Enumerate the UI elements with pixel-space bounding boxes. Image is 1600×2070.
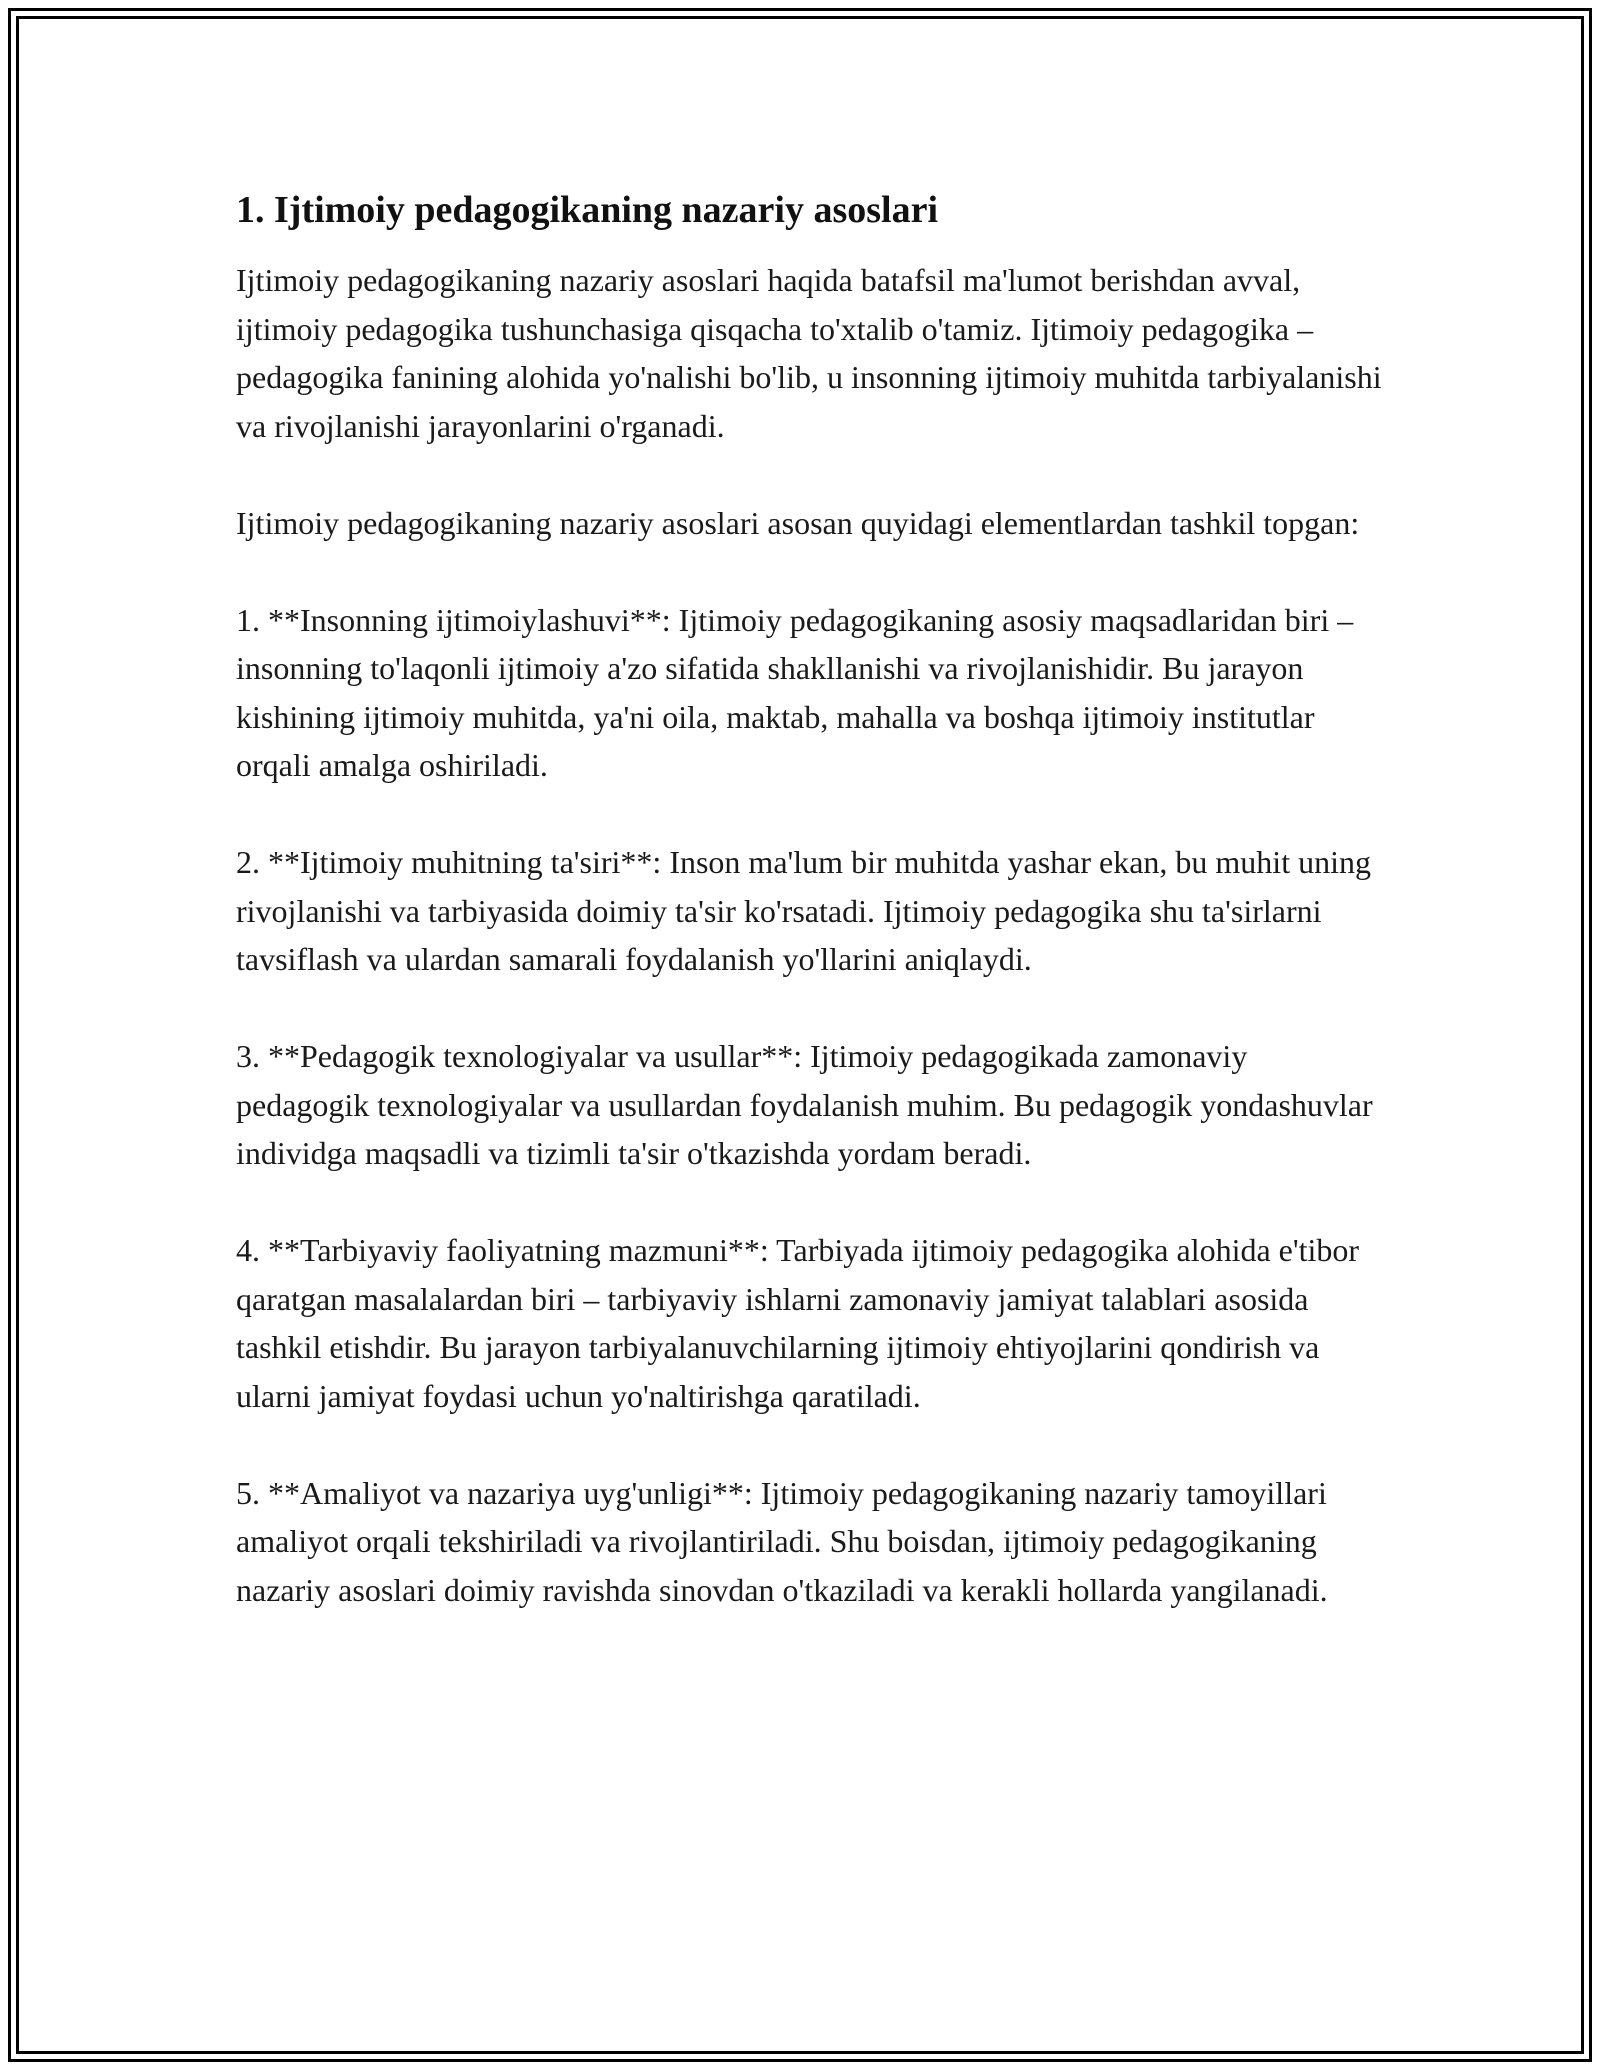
section-heading: 1. Ijtimoiy pedagogikaning nazariy asoslari — [236, 189, 938, 231]
list-item-5: 5. **Amaliyot va nazariya uyg'unligi**: Ijtimoiy pedagogikaning nazariy tamoyillari amaliyot orqali tekshiriladi va rivojlantiriladi. Shu boisdan, ijtimoiy pedagogikaning nazariy asoslari doimiy ravishda sinovdan o'tkaziladi va kerakli hollarda yangilanadi. — [236, 1474, 1328, 1608]
intro-paragraph: Ijtimoiy pedagogikaning nazariy asoslari haqida batafsil ma'lumot berishdan avval, ijtimoiy pedagogika tushunchasiga qisqacha to'xtalib o'tamiz. Ijtimoiy pedagogika – pedagogika fanining alohida yo'nalishi bo'lib, u insonning ijtimoiy muhitda tarbiyalanishi va rivojlanishi jarayonlarini o'rganadi. — [236, 262, 1382, 444]
list-item-3: 3. **Pedagogik texnologiyalar va usullar**: Ijtimoiy pedagogikada zamonaviy pedagogik texnologiyalar va usullardan foydalanish muhim. Bu pedagogik yondashuvlar individga maqsadli va tizimli ta'sir o'tkazishda yordam beradi. — [236, 1038, 1373, 1171]
elements-lead-paragraph: Ijtimoiy pedagogikaning nazariy asoslari asosan quyidagi elementlardan tashkil topgan: — [236, 504, 1360, 541]
list-item-4: 4. **Tarbiyaviy faoliyatning mazmuni**: Tarbiyada ijtimoiy pedagogika alohida e'tibor qaratgan masalalardan biri – tarbiyaviy ishlarni zamonaviy jamiyat talablari asosida tashkil etishdir. Bu jarayon tarbiyalanuvchilarning ijtimoiy ehtiyojlarini qondirish va ularni jamiyat foydasi uchun yo'naltirishga qaratiladi. — [236, 1232, 1360, 1414]
document-body — [236, 186, 1386, 1663]
list-item-1: 1. **Insonning ijtimoiylashuvi**: Ijtimoiy pedagogikaning asosiy maqsadlaridan biri – insonning to'laqonli ijtimoiy a'zo sifatida shakllanishi va rivojlanishidir. Bu jarayon kishining ijtimoiy muhitda, ya'ni oila, maktab, mahalla va boshqa ijtimoiy institutlar orqali amalga oshiriladi. — [236, 601, 1354, 783]
list-item-2: 2. **Ijtimoiy muhitning ta'siri**: Inson ma'lum bir muhitda yashar ekan, bu muhit uning rivojlanishi va tarbiyasida doimiy ta'sir ko'rsatadi. Ijtimoiy pedagogika shu ta'sirlarni tavsiflash va ulardan samarali foydalanish yo'llarini aniqlaydi. — [236, 844, 1371, 977]
